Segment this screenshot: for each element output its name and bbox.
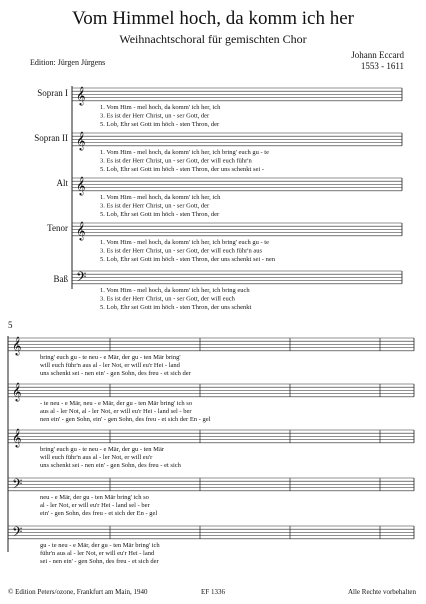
lyric-line: 3. Es ist der Herr Christ, un - ser Gott, der [100,202,210,210]
lyric-line: uns schenkt sei - nen ein' - gen Sohn, des freu - et sich [40,462,181,469]
catalog-number: EF 1336 [201,588,225,596]
lyric-line: bring' euch gu - te neu - e Mär, der gu - ten Mär [40,446,165,453]
bass-clef-icon: 𝄢 [12,526,23,543]
copyright-notice: © Edition Peters/ozone, Frankfurt am Main, 1940 [8,588,148,596]
lyric-line: will euch führ'n aus al - ler Not, er will eu'r [40,454,153,461]
composer-name: Johann Eccard [351,50,404,60]
lyric-line: 3. Es ist der Herr Christ, un - ser Gott, der [100,112,210,120]
voice-label-soprano2: Sopran II [34,133,68,143]
piece-title: Vom Himmel hoch, da komm ich her [72,8,354,29]
edition-credit: Edition: Jürgen Jürgens [30,58,106,67]
lyric-line: uns schenkt sei - nen ein' - gen Sohn, des freu - et sich der [40,370,191,377]
lyric-line: 5. Lob, Ehr sei Gott im höch - sten Thron, der [100,211,220,218]
lyric-line: 1. Vom Him - mel hoch, da komm' ich her, ich [100,194,221,201]
lyric-line: nen ein' - gen Sohn, ein' - gen Sohn, des freu - et sich der En - gel [40,416,211,423]
lyric-line: - te neu - e Mär, neu - e Mär, der gu - ten Mär bring' ich so [40,400,193,407]
voice-label-alto: Alt [56,178,68,188]
rights-notice: Alle Rechte vorbehalten [347,588,416,596]
bass-clef-icon: 𝄢 [12,478,23,495]
lyric-line: 1. Vom Him - mel hoch, da komm' ich her, ich bring' euch gu - te [100,149,270,156]
voice-label-tenor: Tenor [47,223,68,233]
composer-dates: 1553 - 1611 [360,61,404,71]
lyric-line: 5. Lob, Ehr sei Gott im höch - sten Thron, der [100,121,220,128]
treble-clef-icon: 𝄞 [76,178,86,195]
lyric-line: bring' euch gu - te neu - e Mär, der gu - ten Mär bring' [40,354,181,361]
voice-label-bass: Baß [53,274,68,284]
lyric-line: aus al - ler Not, al - ler Not, er will eu'r Hei - land sel - ber [40,408,192,415]
treble-clef-icon: 𝄞 [76,133,86,150]
measure-number: 5 [8,320,13,330]
lyric-line: 1. Vom Him - mel hoch, da komm' ich her, ich bring' euch gu - te [100,239,270,246]
lyric-line: 3. Es ist der Herr Christ, un - ser Gott, der will euch [100,295,235,303]
lyric-line: al - ler Not, er will eu'r Hei - land sel - ber [40,502,150,509]
lyric-line: 1. Vom Him - mel hoch, da komm' ich her, ich bring euch [100,287,250,294]
lyric-line: führ'n aus al - ler Not, er will eu'r Hei - land [40,550,155,557]
treble-clef-icon: 𝄞 [12,384,22,401]
lyric-line: ein' - gen Sohn, des freu - et sich der En - gel [40,510,158,517]
lyric-line: 3. Es ist der Herr Christ, un - ser Gott, der will euch führ'n [100,157,252,165]
voice-label-soprano1: Sopran I [37,88,68,98]
lyric-line: 5. Lob, Ehr sei Gott im höch - sten Thron, der uns schenkt [100,304,252,311]
treble-clef-icon: 𝄞 [12,430,22,447]
piece-subtitle: Weihnachtschoral für gemischten Chor [119,32,307,46]
lyric-line: 3. Es ist der Herr Christ, un - ser Gott, der will euch führ'n aus [100,247,263,255]
lyrics-layer [12,87,276,565]
lyric-line: 5. Lob, Ehr sei Gott im höch - sten Thron, der uns schenkt sei - nen [100,256,275,263]
lyric-line: 1. Vom Him - mel hoch, da komm' ich her, ich [100,104,221,111]
lyric-line: will euch führ'n aus al - ler Not, er will eu'r Hei - land [40,362,180,369]
treble-clef-icon: 𝄞 [12,338,22,355]
lyric-line: neu - e Mär, der gu - ten Mär bring' ich so [40,494,149,501]
treble-clef-icon: 𝄞 [76,88,86,105]
lyric-line: sei - nen ein' - gen Sohn, des freu - et sich der [40,558,159,565]
lyric-line: 5. Lob, Ehr sei Gott im höch - sten Thron, der uns schenkt sei - [100,166,264,173]
treble-clef-icon: 𝄞 [76,223,86,240]
bass-clef-icon: 𝄢 [76,271,87,288]
lyric-line: gu - te neu - e Mär, der gu - ten Mär bring' ich [40,542,160,549]
